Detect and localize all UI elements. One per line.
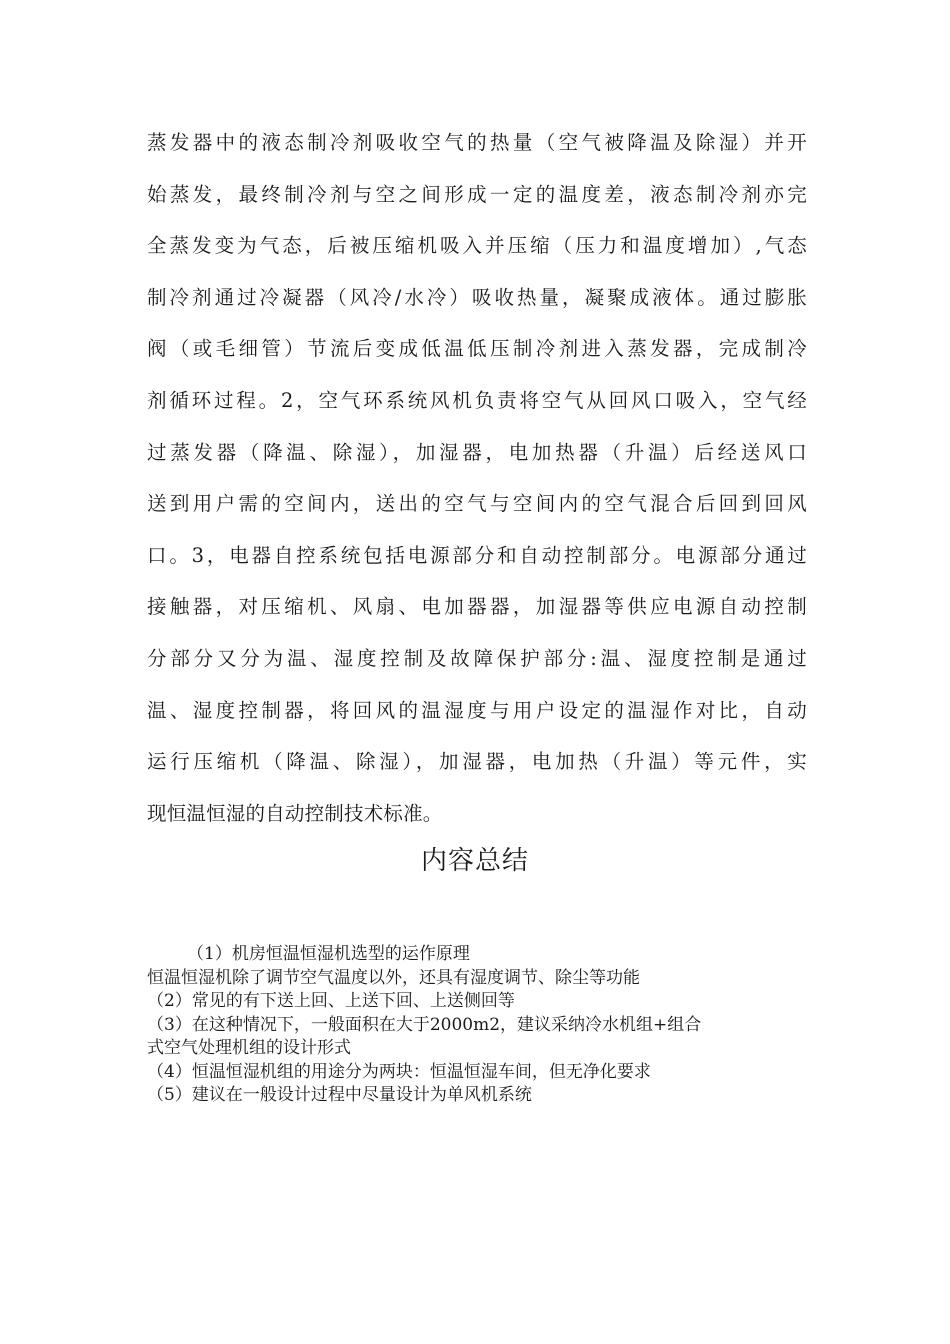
body-line: 送到用户需的空间内，送出的空气与空间内的空气混合后回到回风 bbox=[147, 492, 807, 516]
body-line: 分部分又分为温、湿度控制及故障保护部分:温、湿度控制是通过 bbox=[147, 646, 807, 670]
body-line: 始蒸发，最终制冷剂与空之间形成一定的温度差，液态制冷剂亦完 bbox=[147, 182, 807, 206]
summary-list bbox=[147, 943, 807, 1108]
body-line: 制冷剂通过冷凝器（风冷/水冷）吸收热量，凝聚成液体。通过膨胀 bbox=[147, 285, 807, 309]
summary-item: （1）机房恒温恒湿机选型的运作原理 bbox=[187, 944, 470, 964]
summary-item: （4）恒温恒湿机组的用途分为两块：恒温恒湿车间，但无净化要求 bbox=[147, 1061, 651, 1082]
summary-title: 内容总结 bbox=[420, 846, 529, 876]
body-line: 阀（或毛细管）节流后变成低温低压制冷剂进入蒸发器，完成制冷 bbox=[147, 337, 807, 361]
body-line: 接触器，对压缩机、风扇、电加器器，加湿器等供应电源自动控制 bbox=[147, 595, 807, 619]
summary-item: （5）建议在一般设计过程中尽量设计为单风机系统 bbox=[147, 1085, 532, 1105]
body-line: 口。3，电器自控系统包括电源部分和自动控制部分。电源部分通过 bbox=[147, 543, 807, 567]
body-line: 蒸发器中的液态制冷剂吸收空气的热量（空气被降温及除湿）并开 bbox=[147, 131, 807, 154]
body-line: 现恒温恒湿的自动控制技术标准。 bbox=[147, 801, 443, 825]
summary-item: 恒温恒湿机除了调节空气温度以外，还具有湿度调节、除尘等功能 bbox=[147, 967, 640, 988]
body-line: 温、湿度控制器，将回风的温湿度与用户设定的温湿作对比，自动 bbox=[147, 698, 807, 722]
summary-item: 式空气处理机组的设计形式 bbox=[147, 1038, 351, 1058]
body-line: 过蒸发器（降温、除湿），加湿器，电加热器（升温）后经送风口 bbox=[147, 440, 807, 464]
body-line: 剂循环过程。2，空气环系统风机负责将空气从回风口吸入，空气经 bbox=[147, 388, 807, 412]
summary-item: （3）在这种情况下，一般面积在大于2000m2，建议采纳冷水机组+组合 bbox=[147, 1014, 702, 1035]
body-paragraph bbox=[147, 117, 807, 839]
summary-item: （2）常见的有下送上回、上送下回、上送侧回等 bbox=[147, 991, 515, 1011]
body-line: 运行压缩机（降温、除湿），加湿器，电加热（升温）等元件，实 bbox=[147, 750, 807, 774]
body-line: 全蒸发变为气态，后被压缩机吸入并压缩（压力和温度增加）,气态 bbox=[147, 234, 807, 258]
